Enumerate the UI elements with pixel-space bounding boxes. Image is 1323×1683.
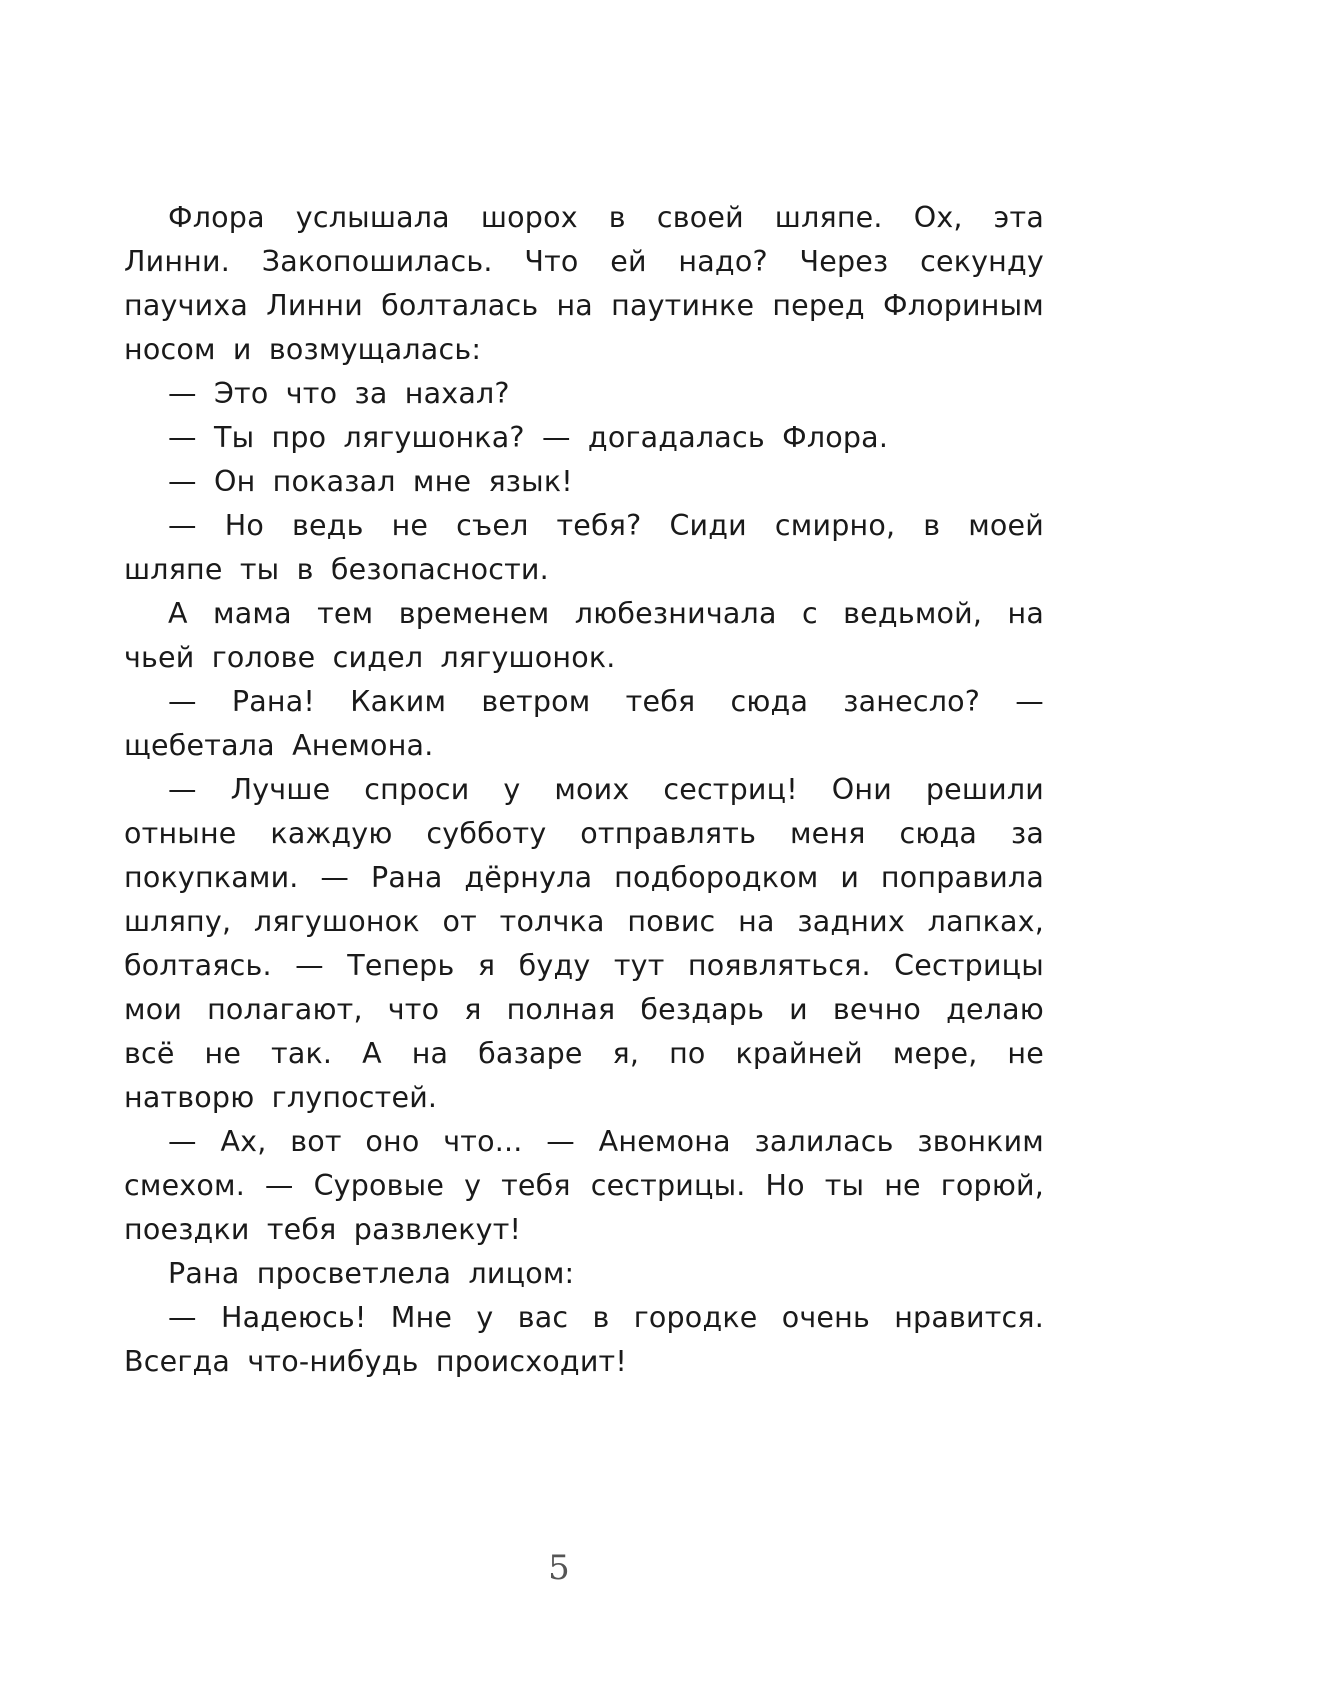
paragraph-5: — Но ведь не съел тебя? Сиди смирно, в моей шляпе ты в безопасности. <box>124 509 1044 586</box>
page-number: 5 <box>548 1548 570 1588</box>
paragraph-7: — Рана! Каким ветром тебя сюда занесло? — щебетала Анемона. <box>124 685 1044 762</box>
paragraph-3: — Ты про лягушонка? — догадалась Флора. <box>168 421 889 454</box>
body-text <box>124 196 1044 1384</box>
paragraph-8: — Лучше спроси у моих сестриц! Они решили отныне каждую субботу отправлять меня сюда за покупками. — Рана дёрнула подбородком и поправила шляпу, лягушонок от толчка повис на задних лапках, болтаясь. — Теперь я буду тут появляться. Сестрицы мои полагают, что я полная бездарь и вечно делаю всё не так. А на базаре я, по крайней мере, не натворю глупостей. <box>124 773 1044 1114</box>
paragraph-10: Рана просветлела лицом: <box>168 1257 575 1290</box>
paragraph-1: Флора услышала шорох в своей шляпе. Ох, эта Линни. Закопошилась. Что ей надо? Через секунду паучиха Линни болталась на паутинке перед Флориным носом и возмущалась: <box>124 201 1044 366</box>
paragraph-6: А мама тем временем любезничала с ведьмой, на чьей голове сидел лягушонок. <box>124 597 1044 674</box>
paragraph-2: — Это что за нахал? <box>168 377 510 410</box>
paragraph-4: — Он показал мне язык! <box>168 465 573 498</box>
paragraph-9: — Ах, вот оно что... — Анемона залилась звонким смехом. — Суровые у тебя сестрицы. Но ты не горюй, поездки тебя развлекут! <box>124 1125 1044 1246</box>
paragraph-11: — Надеюсь! Мне у вас в городке очень нравится. Всегда что-нибудь происходит! <box>124 1301 1044 1378</box>
